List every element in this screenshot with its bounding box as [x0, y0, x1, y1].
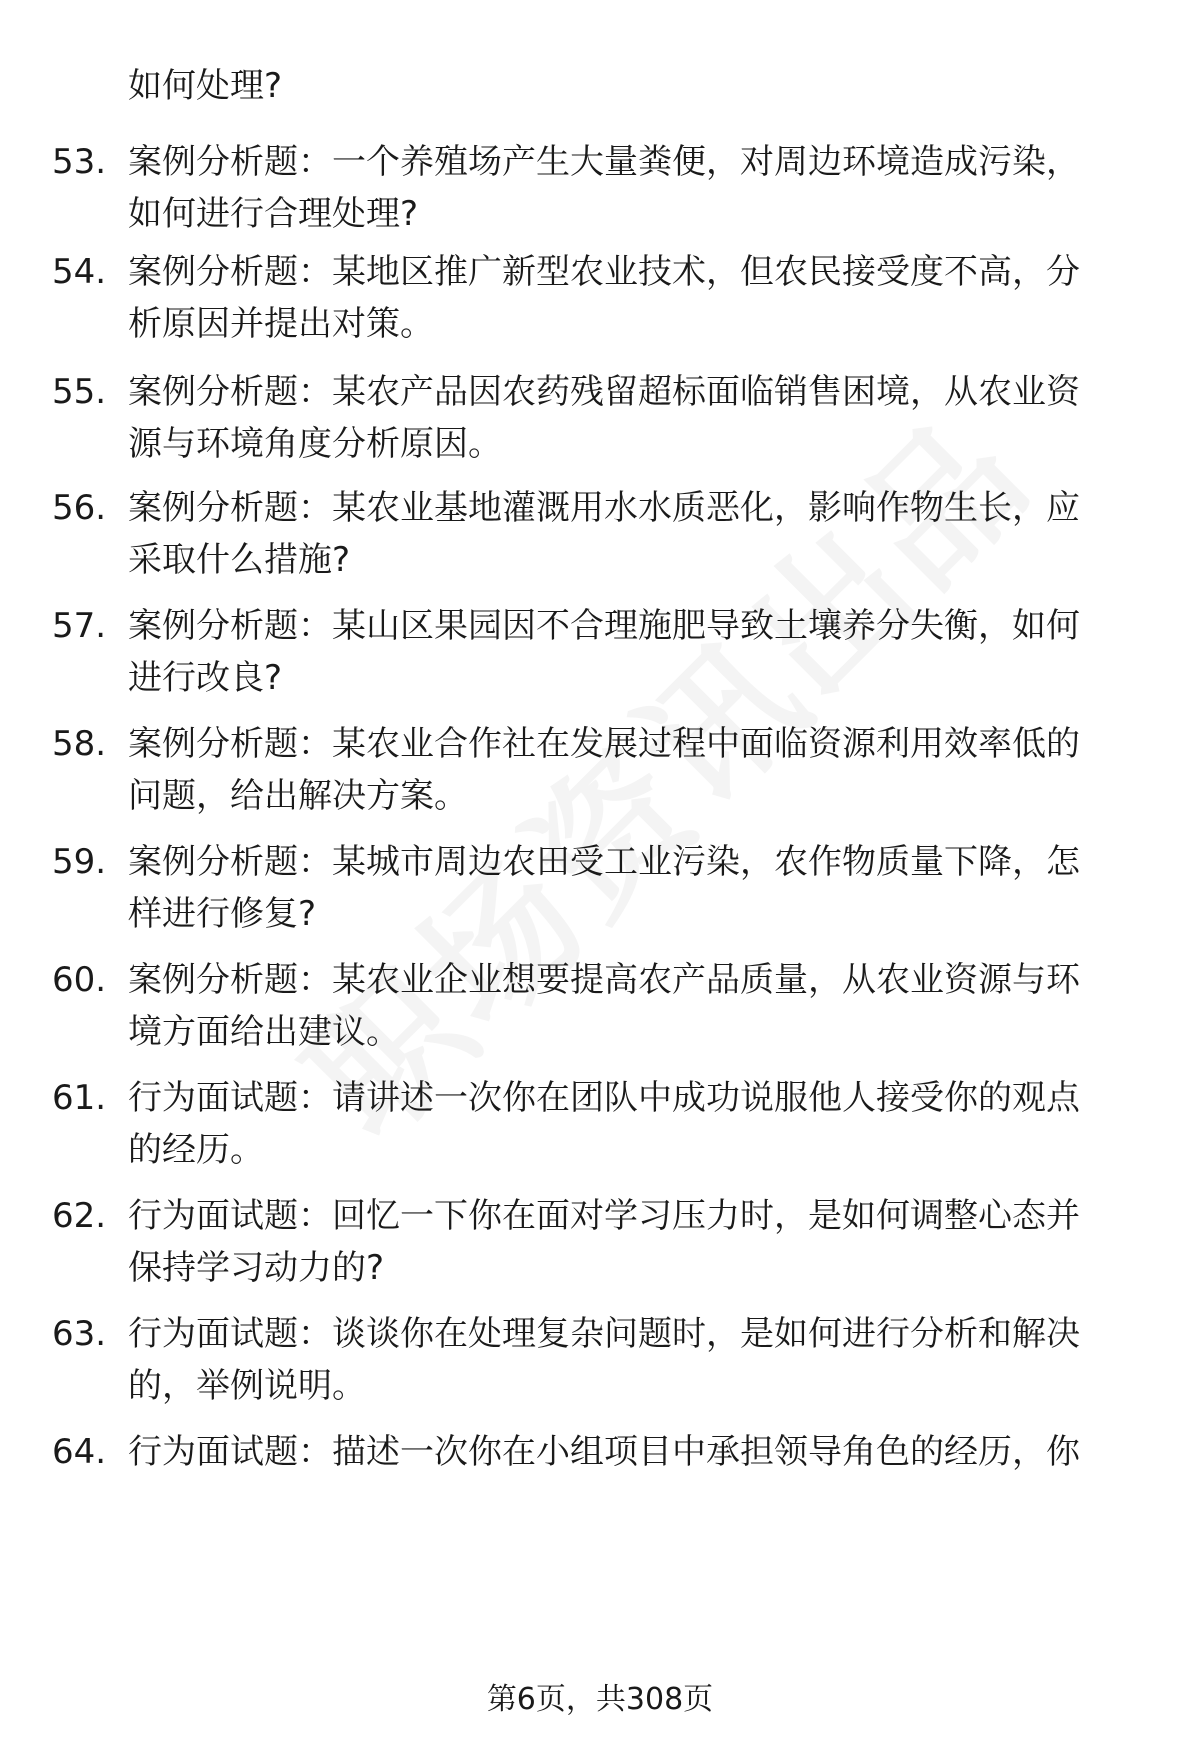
question-text-line: 进行改良? — [128, 658, 283, 698]
question-text-line: 行为面试题：回忆一下你在面对学习压力时，是如何调整心态并 — [128, 1196, 1080, 1236]
question-text-line: 行为面试题：谈谈你在处理复杂问题时，是如何进行分析和解决 — [128, 1314, 1080, 1354]
continuation-text: 如何处理? — [128, 66, 283, 106]
question-text-line: 的，举例说明。 — [128, 1366, 366, 1406]
question-number: 57. — [52, 606, 107, 646]
question-text-line: 问题，给出解决方案。 — [128, 776, 468, 816]
question-number: 54. — [52, 252, 107, 292]
page-footer: 第6页，共308页 — [486, 1682, 714, 1717]
question-text-line: 样进行修复? — [128, 894, 317, 934]
question-text-line: 采取什么措施? — [128, 540, 351, 580]
question-text-line: 案例分析题：某农业企业想要提高农产品质量，从农业资源与环 — [128, 960, 1080, 1000]
question-text-line: 案例分析题：某农业合作社在发展过程中面临资源利用效率低的 — [128, 724, 1080, 764]
question-text-line: 析原因并提出对策。 — [128, 304, 434, 344]
question-text-line: 案例分析题：某地区推广新型农业技术，但农民接受度不高，分 — [128, 252, 1080, 292]
question-text-line: 源与环境角度分析原因。 — [128, 424, 502, 464]
question-text-line: 保持学习动力的? — [128, 1248, 385, 1288]
question-number: 58. — [52, 724, 107, 764]
question-number: 55. — [52, 372, 107, 412]
question-text-line: 行为面试题：描述一次你在小组项目中承担领导角色的经历，你 — [128, 1432, 1080, 1472]
question-text-line: 行为面试题：请讲述一次你在团队中成功说服他人接受你的观点 — [128, 1078, 1080, 1118]
question-text-line: 案例分析题：某山区果园因不合理施肥导致土壤养分失衡，如何 — [128, 606, 1080, 646]
question-number: 62. — [52, 1196, 107, 1236]
question-text-line: 的经历。 — [128, 1130, 264, 1170]
question-text-line: 境方面给出建议。 — [128, 1012, 400, 1052]
question-number: 64. — [52, 1432, 107, 1472]
question-number: 60. — [52, 960, 107, 1000]
question-number: 63. — [52, 1314, 107, 1354]
question-text-line: 如何进行合理处理? — [128, 194, 419, 234]
question-text-line: 案例分析题：某城市周边农田受工业污染，农作物质量下降，怎 — [128, 842, 1080, 882]
question-number: 59. — [52, 842, 107, 882]
question-number: 56. — [52, 488, 107, 528]
question-text-line: 案例分析题：某农业基地灌溉用水水质恶化，影响作物生长，应 — [128, 488, 1080, 528]
question-text-line: 案例分析题：某农产品因农药残留超标面临销售困境，从农业资 — [128, 372, 1080, 412]
question-text-line: 案例分析题：一个养殖场产生大量粪便，对周边环境造成污染， — [128, 142, 1080, 182]
question-number: 53. — [52, 142, 107, 182]
question-number: 61. — [52, 1078, 107, 1118]
